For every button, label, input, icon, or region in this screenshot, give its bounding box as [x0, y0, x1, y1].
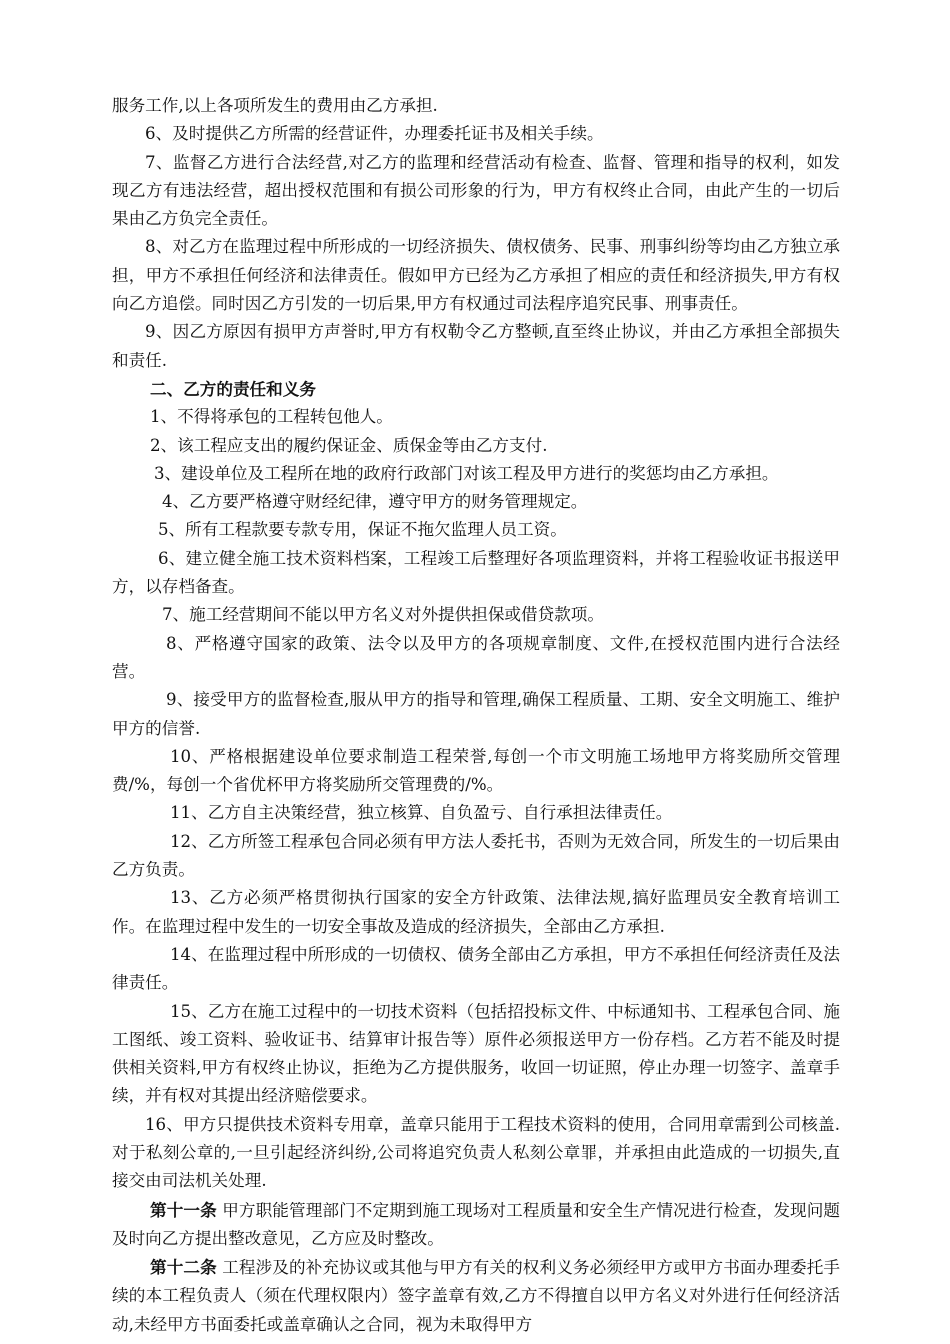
duty-item: 14、在监理过程中所形成的一切债权、债务全部由乙方承担，甲方不承担任何经济责任及法律责任。 — [112, 944, 840, 993]
duty-item: 16、甲方只提供技术资料专用章，盖章只能用于工程技术资料的使用，合同用章需到公司核盖.对于私刻公章的,一旦引起经济纠纷,公司将追究负责人私刻公章罪，并承担由此造成的一切损失,直接交由司法机关处理. — [112, 1114, 840, 1191]
duty-item: 8、严格遵守国家的政策、法令以及甲方的各项规章制度、文件,在授权范围内进行合法经营。 — [112, 633, 840, 681]
duty-item: 2、该工程应支出的履约保证金、质保金等由乙方支付. — [150, 435, 548, 455]
duty-item: 12、乙方所签工程承包合同必须有甲方法人委托书，否则为无效合同，所发生的一切后果由乙方负责。 — [112, 831, 840, 880]
clause-paragraph: 9、因乙方原因有损甲方声誉时,甲方有权勒令乙方整顿,直至终止协议，并由乙方承担全部损失和责任. — [112, 322, 840, 370]
article-paragraph — [112, 1253, 840, 1339]
duty-item: 9、接受甲方的监督检查,服从甲方的指导和管理,确保工程质量、工期、安全文明施工、维护甲方的信誉. — [112, 690, 840, 738]
duty-item: 3、建设单位及工程所在地的政府行政部门对该工程及甲方进行的奖惩均由乙方承担。 — [154, 463, 779, 483]
duty-item: 13、乙方必须严格贯彻执行国家的安全方针政策、法律法规,搞好监理员安全教育培训工作。在监理过程中发生的一切安全事故及造成的经济损失，全部由乙方承担. — [112, 888, 840, 936]
article-paragraph — [112, 1196, 840, 1254]
duty-item: 4、乙方要严格遵守财经纪律，遵守甲方的财务管理规定。 — [162, 492, 588, 512]
document-page — [112, 92, 840, 1339]
duty-item: 10、严格根据建设单位要求制造工程荣誉,每创一个市文明施工场地甲方将奖励所交管理费/%，每创一个省优杯甲方将奖励所交管理费的/%。 — [112, 746, 840, 795]
article-text: 甲方职能管理部门不定期到施工现场对工程质量和安全生产情况进行检查，发现问题及时向乙方提出整改意见，乙方应及时整改。 — [112, 1200, 841, 1248]
clause-paragraph: 6、及时提供乙方所需的经营证件，办理委托证书及相关手续。 — [145, 124, 604, 144]
article-label: 第十一条 — [150, 1199, 217, 1220]
duty-item: 1、不得将承包的工程转包他人。 — [150, 407, 393, 427]
articles-list — [112, 1196, 840, 1339]
clause-paragraph: 8、对乙方在监理过程中所形成的一切经济损失、债权债务、民事、刑事纠纷等均由乙方独立承担，甲方不承担任何经济和法律责任。假如甲方已经为乙方承担了相应的责任和经济损失,甲方有权向乙方追偿。同时因乙方引发的一切后果,甲方有权通过司法程序追究民事、刑事责任。 — [112, 237, 840, 314]
duty-item: 5、所有工程款要专款专用，保证不拖欠监理人员工资。 — [158, 520, 567, 540]
section-heading: 二、乙方的责任和义务 — [150, 378, 316, 399]
obligations-list — [112, 92, 840, 375]
duty-item: 15、乙方在施工过程中的一切技术资料（包括招投标文件、中标通知书、工程承包合同、施工图纸、竣工资料、验收证书、结算审计报告等）原件必须报送甲方一份存档。乙方若不能及时提供相关资料,甲方有权终止协议，拒绝为乙方提供服务，收回一切证照，停止办理一切签字、盖章手续，并有权对其提出经济赔偿要求。 — [112, 1001, 840, 1106]
duty-item: 6、建立健全施工技术资料档案，工程竣工后整理好各项监理资料，并将工程验收证书报送甲方，以存档备查。 — [112, 548, 840, 597]
duty-item: 11、乙方自主决策经营，独立核算、自负盈亏、自行承担法律责任。 — [170, 803, 673, 823]
duty-item: 7、施工经营期间不能以甲方名义对外提供担保或借贷款项。 — [162, 605, 604, 625]
article-text: 工程涉及的补充协议或其他与甲方有关的权利义务必须经甲方或甲方书面办理委托手续的本工程负责人（须在代理权限内）签字盖章有效,乙方不得擅自以甲方名义对外进行任何经济活动,未经甲方书面委托或盖章确认之合同，视为未取得甲方 — [112, 1258, 841, 1334]
duties-list — [112, 403, 840, 1195]
clause-paragraph: 服务工作,以上各项所发生的费用由乙方承担. — [112, 96, 438, 115]
article-label: 第十二条 — [150, 1257, 217, 1278]
clause-paragraph: 7、监督乙方进行合法经营,对乙方的监理和经营活动有检查、监督、管理和指导的权利，如发现乙方有违法经营，超出授权范围和有损公司形象的行为，甲方有权终止合同，由此产生的一切后果由乙方负完全责任。 — [112, 152, 840, 229]
